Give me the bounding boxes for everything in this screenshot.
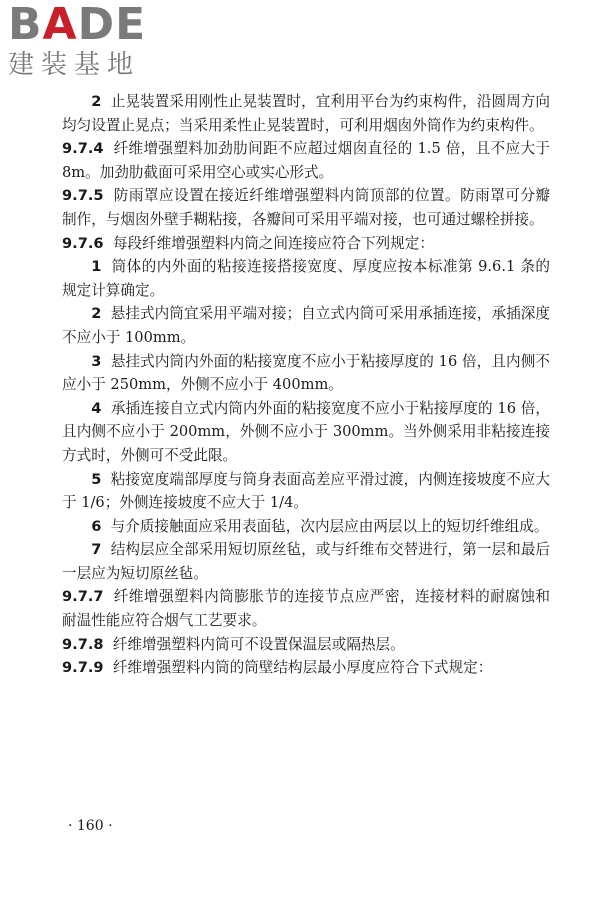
logo-wordmark [8, 2, 183, 48]
paragraph-text: 粘接宽度端部厚度与筒身表面高差应平滑过渡，内侧连接坡度不应大于 1/6；外侧连接坡度不应大于 1/4。 [62, 470, 550, 512]
clause-number: 9.7.5 [62, 187, 104, 205]
clause-paragraph [62, 633, 550, 657]
item-paragraph [62, 350, 550, 397]
paragraph-text: 纤维增强塑料内筒可不设置保温层或隔热层。 [112, 635, 405, 653]
item-number: 3 [91, 352, 102, 370]
paragraph-text: 纤维增强塑料内筒膨胀节的连接节点应严密，连接材料的耐腐蚀和耐温性能应符合烟气工艺要求。 [62, 588, 550, 630]
item-paragraph [62, 397, 550, 468]
clause-number: 9.7.6 [62, 234, 104, 252]
paragraph-text: 结构层应全部采用短切原丝毡，或与纤维布交替进行，第一层和最后一层应为短切原丝毡。 [62, 541, 550, 582]
bade-logo [8, 2, 183, 80]
item-paragraph [62, 468, 550, 515]
paragraph-text: 承插连接自立式内筒内外面的粘接宽度不应小于粘接厚度的 16 倍，且内侧不应小于 200mm，外侧不应小于 300mm。当外侧采用非粘接连接方式时，外侧可不受此限。 [62, 399, 550, 464]
clause-paragraph [62, 585, 550, 632]
clause-number: 9.7.4 [62, 140, 104, 158]
paragraph-text: 悬挂式内筒内外面的粘接宽度不应小于粘接厚度的 16 倍，且内侧不应小于 250mm，外侧不应小于 400mm。 [62, 352, 550, 394]
clause-paragraph [62, 184, 550, 231]
item-number: 2 [91, 93, 102, 110]
logo-letter-a-accent: A [42, 0, 78, 50]
paragraph-text: 纤维增强塑料加劲肋间距不应超过烟囱直径的 1.5 倍，且不应大于 8m。加劲肋截面可采用空心或实心形式。 [62, 140, 550, 181]
item-number: 4 [91, 399, 102, 417]
logo-subtitle: 建装基地 [8, 50, 141, 80]
item-paragraph [62, 515, 550, 539]
logo-letter-b: B [8, 0, 43, 50]
paragraph-text: 纤维增强塑料内筒的筒壁结构层最小厚度应符合下式规定： [112, 659, 493, 677]
item-paragraph [62, 255, 550, 302]
paragraph-text: 止晃装置采用刚性止晃装置时，宜利用平台为约束构件，沿圆周方向均匀设置止晃点；当采用柔性止晃装置时，可利用烟囱外筒作为约束构件。 [62, 93, 550, 134]
item-paragraph [62, 90, 550, 137]
item-number: 7 [91, 541, 102, 559]
paragraph-text: 与介质接触面应采用表面毡，次内层应由两层以上的短切纤维组成。 [110, 517, 549, 535]
page-number: · 160 · [68, 818, 113, 834]
clause-paragraph [62, 232, 550, 256]
item-number: 1 [91, 258, 102, 276]
paragraph-text: 防雨罩应设置在接近纤维增强塑料内筒顶部的位置。防雨罩可分瓣制作，与烟囱外壁手糊粘接，各瓣间可采用平端对接，也可通过螺栓拼接。 [62, 187, 550, 228]
item-paragraph [62, 302, 550, 349]
item-number: 5 [91, 470, 102, 488]
document-body [62, 90, 550, 680]
item-paragraph [62, 538, 550, 585]
item-number: 2 [91, 305, 102, 323]
item-number: 6 [91, 517, 102, 535]
clause-number: 9.7.8 [62, 635, 104, 653]
clause-number: 9.7.7 [62, 588, 104, 606]
paragraph-text: 悬挂式内筒宜采用平端对接；自立式内筒可采用承插连接，承插深度不应小于 100mm。 [62, 305, 550, 346]
paragraph-text: 筒体的内外面的粘接连接搭接宽度、厚度应按本标准第 9.6.1 条的规定计算确定。 [62, 258, 550, 299]
clause-number: 9.7.9 [62, 659, 104, 677]
clause-paragraph [62, 137, 550, 184]
logo-letters-de: DE [77, 0, 147, 50]
clause-paragraph [62, 656, 550, 680]
paragraph-text: 每段纤维增强塑料内筒之间连接应符合下列规定： [112, 234, 434, 252]
